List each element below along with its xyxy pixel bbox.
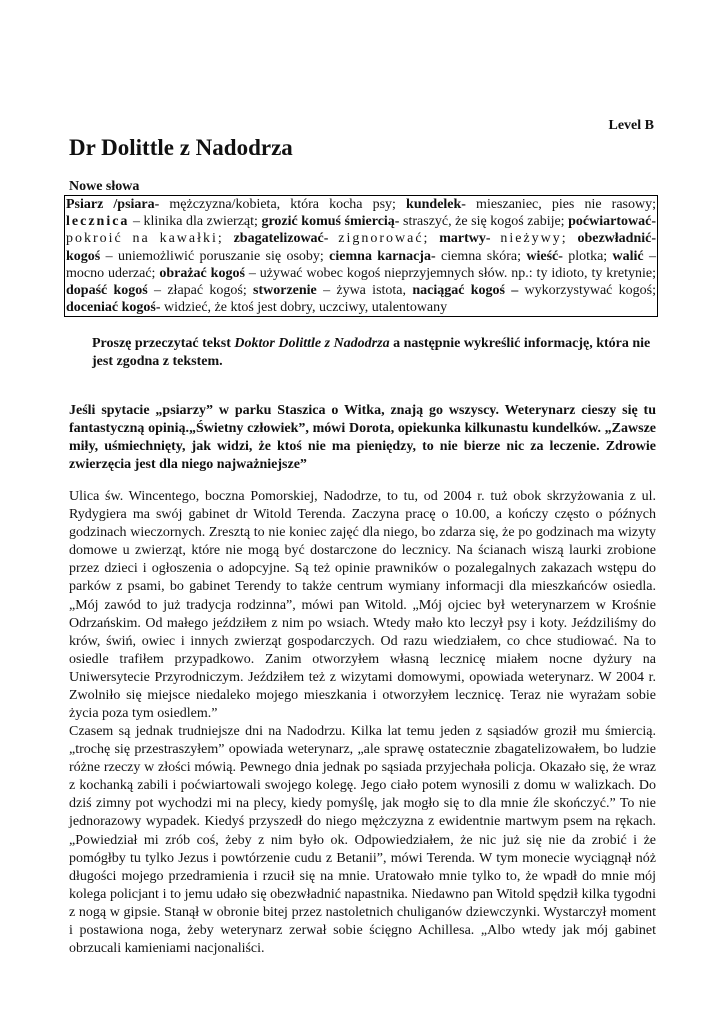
vocab-def: – używać wobec kogoś nieprzyjemnych słów. np.: ty idioto, ty kretynie; (244, 265, 657, 281)
vocab-heading: Nowe słowa (69, 179, 140, 194)
vocab-def: – uniemożliwić poruszanie się osoby; (100, 248, 330, 264)
vocab-term: ciemna karnacja- (329, 248, 436, 264)
vocab-def: straszyć, że się kogoś zabije; (399, 214, 569, 230)
instruction-title: Doktor Dolittle z Nadodrza (234, 336, 390, 351)
vocab-term: dopaść kogoś (66, 283, 148, 299)
page-title: Dr Dolittle z Nadodrza (69, 135, 293, 160)
instruction-after: a następnie wykreślić informację, która nie jest zgodna z tekstem. (92, 336, 651, 369)
vocab-box (64, 195, 658, 317)
vocab-term: stworzenie (253, 283, 317, 299)
vocab-term: zbagatelizować- (233, 231, 329, 247)
vocab-def: ciemna skóra; (435, 248, 527, 264)
instruction-before: Proszę przeczytać tekst (92, 336, 235, 351)
vocab-term: walić (612, 248, 644, 264)
vocab-term: poćwiartować- (568, 214, 656, 230)
level-label: Level B (608, 118, 654, 133)
vocab-def: – żywa istota, (316, 283, 413, 299)
vocab-term: doceniać kogoś- (66, 300, 161, 316)
vocab-term: Psiarz /psiara- (66, 197, 160, 212)
vocab-term: wieść- (526, 248, 563, 264)
vocab-term: lecznica (66, 214, 130, 230)
vocab-term: obrażać kogoś (159, 265, 245, 281)
vocab-def: wykorzystywać kogoś; (518, 283, 657, 299)
body-paragraph: Czasem są jednak trudniejsze dni na Nadodrzu. Kilka lat temu jeden z sąsiadów groził mu śmiercią. „trochę się przestraszyłem” opowiada weterynarz, „ale sprawę ostatecznie zbagatelizowałem, bo ludzie różne rzeczy w złości mówią. Pewnego dnia jednak po sąsiada przyjechała policja. Okazało się, że wraz z kochanką zabili i poćwiartowali swojego kolegę. Jego ciało potem wynosili z domu w walizkach. Do dziś zimny pot wychodzi mi na plecy, kiedy pomyślę, jak mogło się to dla mnie źle skończyć.” To nie jednorazowy wypadek. Kiedyś przyszedł do niego mężczyzna z ewidentnie martwym psem na rękach. „Powiedział mi zrób coś, żeby z nim było ok. Odpowiedziałem, że nic już się nie da zrobić i że pomógłby tu tylko Jezus i powtórzenie cudu z Betanii”, mówi Terenda. W tym monecie wyciągnął nóż długości mojego przedramienia i rzucił się na mnie. Uratowało mnie tylko to, że wpadł do mnie mój kolega policjant i to jemu udało się obezwładnić napastnika. Niedawno pan Witold spędził kilka tygodni z nogą w gipsie. Stanął w obronie bitej przez nastoletnich chuliganów dziewczynki. Wystarczył moment i postawiona noga, żeby weterynarz zerwał sobie ścięgno Achillesa. „Albo wtedy jak mój gabinet obrzucali kamieniami nacjonaliści. (69, 724, 656, 957)
vocab-def: – klinika dla zwierząt; (129, 214, 262, 230)
vocab-def: widzieć, że ktoś jest dobry, uczciwy, utalentowany (160, 300, 448, 316)
vocab-term: kundelek- (406, 197, 466, 212)
vocab-term: grozić komuś śmiercią- (261, 214, 400, 230)
vocab-def: – mocno uderzać; (66, 248, 657, 281)
body-paragraph: Ulica św. Wincentego, boczna Pomorskiej, Nadodrze, to tu, od 2004 r. tuż obok skrzyżowania z ul. Rydygiera ma swój gabinet dr Witold Terenda. Zaczyna pracę o 10.00, a kończy często o późnych godzinach wieczornych. Zresztą to nie koniec zajęć dla niego, bo zdarza się, że po godzinach ma wizyty domowe u zwierząt, które nie mogą być dostarczone do lecznicy. Na ścianach wiszą laurki zrobione przez dzieci i ogłoszenia o adopcyjne. Są też opinie prawników o pozalegalnych zakazach wstępu do parków z psami, bo gabinet Terendy to także centrum wymiany informacji dla mieszkańców osiedla. „Mój zawód to już tradycja rodzinna”, mówi pan Witold. „Mój ojciec był weterynarzem w Krośnie Odrzańskim. Od małego jeździłem z nim po wsiach. Wtedy mało kto leczył psy i koty. Jeździliśmy do krów, świń, owiec i innych zwierząt gospodarczych. Od razu wiedziałem, co chce studiować. Na to osiedle trafiłem przypadkowo. Zanim otworzyłem własną lecznicę miałem nocne dyżury na Uniwersytecie Przyrodniczym. Jeździłem też z wizytami domowymi, opowiada weterynarz. W 2004 r. Zwolniło się miejsce niedaleko mojego mieszkania i otworzyłem lecznicę. Teraz nie wyrażam sobie życia poza tym osiedlem.” (69, 489, 656, 722)
vocab-def: zignorować; (328, 231, 440, 247)
vocab-def: mieszaniec, pies nie rasowy; (465, 197, 656, 212)
vocab-term: martwy- (439, 231, 491, 247)
instruction (92, 335, 657, 371)
vocab-def: nieżywy; (490, 231, 578, 247)
vocab-term: obezwładnić- kogoś (66, 231, 656, 264)
vocab-def: mężczyzna/kobieta, która kocha psy; (159, 197, 407, 212)
vocab-def: pokroić na kawałki; (66, 231, 234, 247)
vocab-def: plotka; (562, 248, 613, 264)
lead-paragraph: Jeśli spytacie „psiarzy” w parku Staszica o Witka, znają go wszyscy. Weterynarz cieszy się tu fantastyczną opinią.„Świetny człowiek”, mówi Dorota, opiekunka kilkunastu kundelków. „Zawsze miły, uśmiechnięty, jak widzi, że ktoś nie ma pieniędzy, to nie bierze nic za leczenie. Zdrowie zwierzęcia jest dla niego najważniejsze” (69, 403, 656, 472)
vocab-def: – złapać kogoś; (147, 283, 254, 299)
vocab-term: naciągać kogoś – (412, 283, 519, 299)
